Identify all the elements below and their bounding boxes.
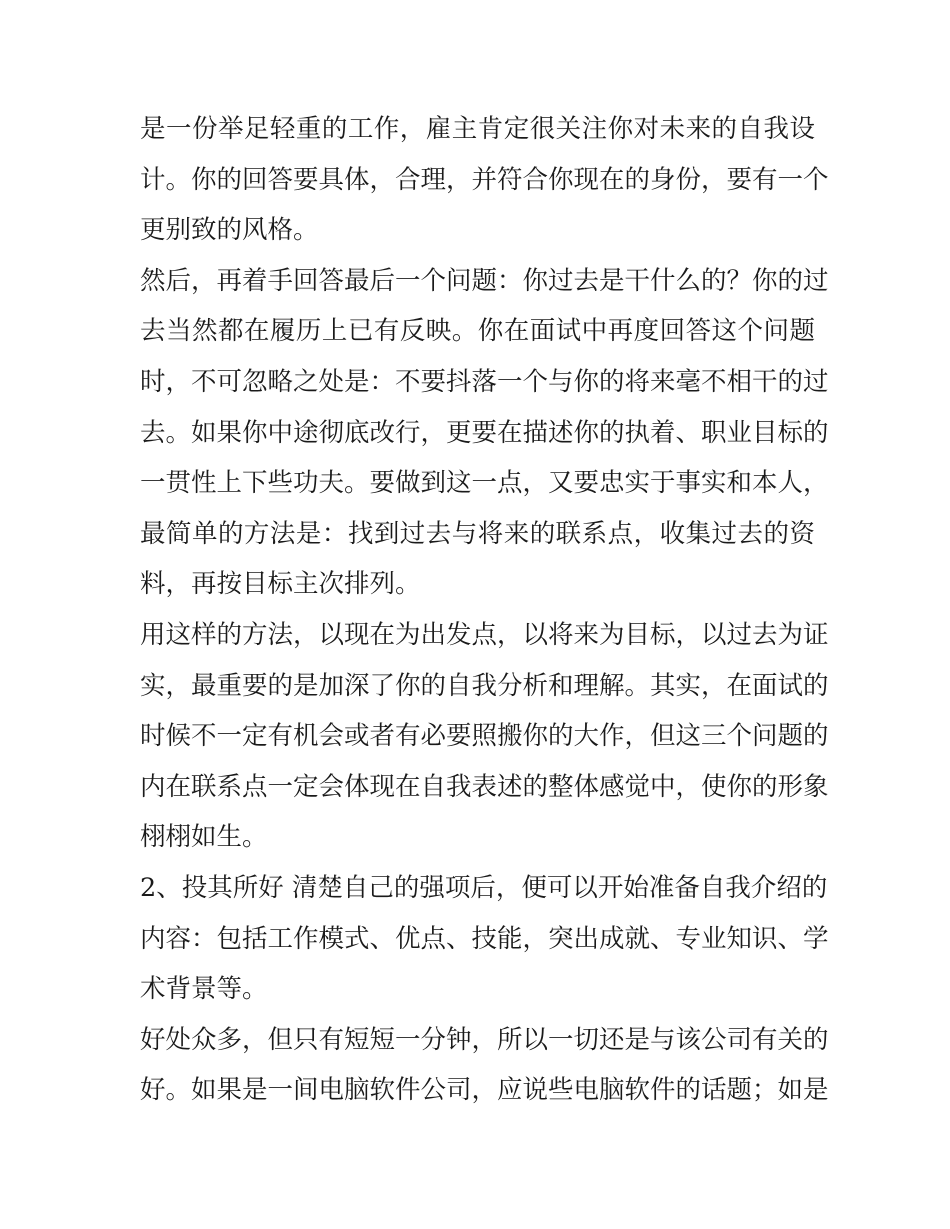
text-line: 好。如果是一间电脑软件公司，应说些电脑软件的话题；如是 (140, 1075, 829, 1106)
text-line: 栩栩如生。 (140, 822, 268, 853)
text-line: 用这样的方法，以现在为出发点，以将来为目标，以过去为证 (140, 619, 829, 650)
text-line: 然后，再着手回答最后一个问题：你过去是干什么的？你的过 (140, 265, 829, 296)
text-line: 最简单的方法是：找到过去与将来的联系点，收集过去的资 (140, 518, 815, 549)
text-line: 内在联系点一定会体现在自我表述的整体感觉中，使你的形象 (140, 771, 829, 802)
document-body (140, 104, 829, 1116)
paragraph (140, 104, 829, 256)
text-line: 料，再按目标主次排列。 (140, 569, 421, 600)
text-line: 内容：包括工作模式、优点、技能，突出成就、专业知识、学 (140, 923, 829, 954)
text-line: 好处众多，但只有短短一分钟，所以一切还是与该公司有关的 (140, 1024, 829, 1055)
text-line: 去当然都在履历上已有反映。你在面试中再度回答这个问题 (140, 316, 815, 347)
text-line: 实，最重要的是加深了你的自我分析和理解。其实，在面试的 (140, 670, 829, 701)
paragraph (140, 1015, 829, 1116)
text-line: 术背景等。 (140, 974, 268, 1005)
paragraph (140, 610, 829, 863)
text-line: 一贯性上下些功夫。要做到这一点，又要忠实于事实和本人， (140, 468, 829, 499)
paragraph (140, 256, 829, 610)
text-line: 去。如果你中途彻底改行，更要在描述你的执着、职业目标的 (140, 417, 829, 448)
text-line: 时候不一定有机会或者有必要照搬你的大作，但这三个问题的 (140, 721, 829, 752)
text-line: 计。你的回答要具体，合理，并符合你现在的身份，要有一个 (140, 164, 829, 195)
text-line: 更别致的风格。 (140, 215, 319, 246)
text-line: 是一份举足轻重的工作，雇主肯定很关注你对未来的自我设 (140, 114, 815, 144)
paragraph (140, 863, 829, 1015)
text-line: 时，不可忽略之处是：不要抖落一个与你的将来毫不相干的过 (140, 366, 829, 397)
text-line: 2、投其所好 清楚自己的强项后，便可以开始准备自我介绍的 (140, 872, 828, 903)
